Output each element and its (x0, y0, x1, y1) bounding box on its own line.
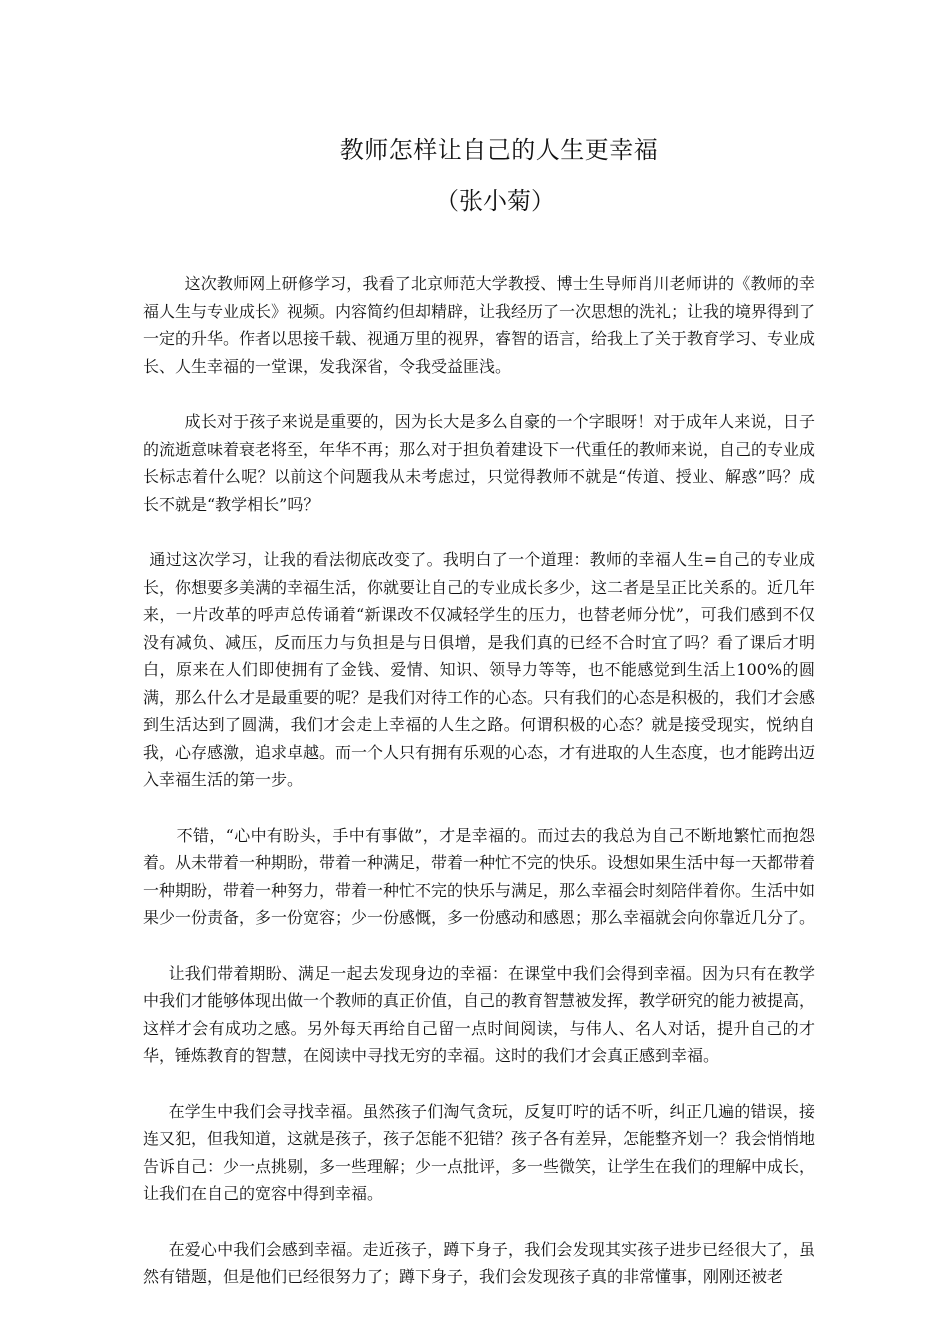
paragraph-5: 让我们带着期盼、满足一起去发现身边的幸福：在课堂中我们会得到幸福。因为只有在教学中我们才能够体现出做一个教师的真正价值，自己的教育智慧被发挥，教学研究的能力被提高，这样才会有成功之感。另外每天再给自己留一点时间阅读，与伟人、名人对话，提升自己的才华，锤炼教育的智慧，在阅读中寻找无穷的幸福。这时的我们才会真正感到幸福。 (143, 963, 816, 1065)
document-body (143, 270, 815, 1319)
paragraph-3: 通过这次学习，让我的看法彻底改变了。我明白了一个道理：教师的幸福人生=自己的专业成长，你想要多美满的幸福生活，你就要让自己的专业成长多少，这二者是呈正比关系的。近几年来，一片改革的呼声总传诵着“新课改不仅减轻学生的压力，也替老师分忧”，可我们感到不仅没有减负、减压，反而压力与负担是与日俱增，是我们真的已经不合时宜了吗？看了课后才明白，原来在人们即使拥有了金钱、爱情、知识、领导力等等，也不能感觉到生活上100%的圆满，那么什么才是最重要的呢？是我们对待工作的心态。只有我们的心态是积极的，我们才会感到生活达到了圆满，我们才会走上幸福的人生之路。何谓积极的心态？就是接受现实，悦纳自我，心存感激，追求卓越。而一个人只有拥有乐观的心态，才有进取的人生态度，也才能跨出迈入幸福生活的第一步。 (143, 550, 816, 789)
paragraph-1: 这次教师网上研修学习，我看了北京师范大学教授、博士生导师肖川老师讲的《教师的幸福人生与专业成长》视频。内容简约但却精辟，让我经历了一次思想的洗礼；让我的境界得到了一定的升华。作者以思接千载、视通万里的视界，睿智的语言，给我上了关于教育学习、专业成长、人生幸福的一堂课，发我深省，令我受益匪浅。 (143, 274, 816, 376)
paragraph-6: 在学生中我们会寻找幸福。虽然孩子们淘气贪玩，反复叮咛的话不听，纠正几遍的错误，接连又犯，但我知道，这就是孩子，孩子怎能不犯错？孩子各有差异，怎能整齐划一？我会悄悄地告诉自己：少一点挑剔，多一些理解；少一点批评，多一些微笑，让学生在我们的理解中成长，让我们在自己的宽容中得到幸福。 (143, 1101, 816, 1203)
paragraph-4: 不错，“心中有盼头，手中有事做”，才是幸福的。而过去的我总为自己不断地繁忙而抱怨着。从未带着一种期盼，带着一种满足，带着一种忙不完的快乐。设想如果生活中每一天都带着一种期盼，带着一种努力，带着一种忙不完的快乐与满足，那么幸福会时刻陪伴着你。生活中如果少一份责备，多一份宽容；少一份感慨，多一份感动和感恩；那么幸福就会向你靠近几分了。 (143, 825, 816, 927)
document-title: 教师怎样让自己的人生更幸福 (339, 136, 659, 164)
paragraph-2: 成长对于孩子来说是重要的，因为长大是多么自豪的一个字眼呀！对于成年人来说，日子的流逝意味着衰老将至，年华不再；那么对于担负着建设下一代重任的教师来说，自己的专业成长标志着什么呢？以前这个问题我从未考虑过，只觉得教师不就是“传道、授业、解惑”吗？成长不就是“教学相长”吗？ (143, 412, 816, 514)
document-author: （张小菊） (435, 187, 555, 215)
paragraph-7: 在爱心中我们会感到幸福。走近孩子，蹲下身子，我们会发现其实孩子进步已经很大了，虽然有错题，但是他们已经很努力了；蹲下身子，我们会发现孩子真的非常懂事，刚刚还被老 (143, 1239, 815, 1286)
